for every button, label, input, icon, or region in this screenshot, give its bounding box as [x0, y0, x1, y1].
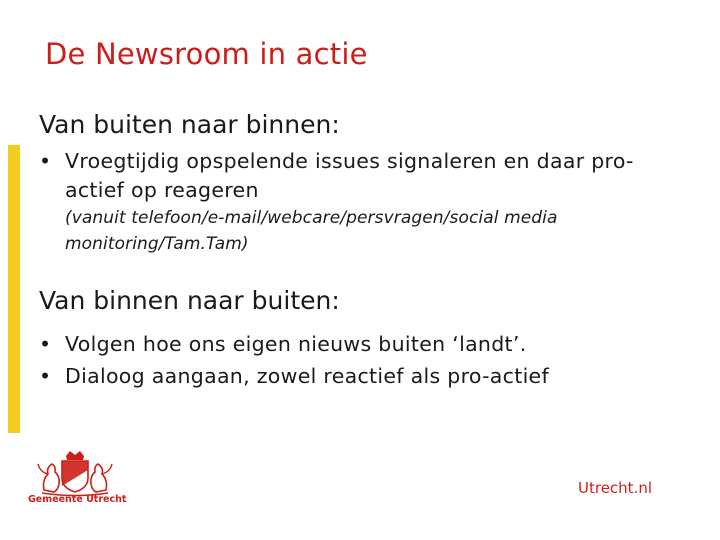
section-heading-outside-in: Van buiten naar binnen: [39, 110, 340, 139]
bullet-text: Dialoog aangaan, zowel reactief als pro-actief [65, 364, 549, 388]
accent-bar [8, 145, 20, 433]
footer-url: Utrecht.nl [578, 479, 653, 497]
list-item [39, 330, 679, 359]
list-item [39, 147, 679, 205]
bullet-text: Vroegtijdig opspelende issues signaleren en daar pro-actief op reageren [65, 149, 634, 202]
section-heading-inside-out: Van binnen naar buiten: [39, 286, 340, 315]
bullet-marker: • [39, 149, 52, 173]
bullet-marker: • [39, 332, 52, 356]
bullet-marker: • [39, 364, 52, 388]
list-item [39, 362, 679, 391]
source-note: (vanuit telefoon/e-mail/webcare/persvragen/social media monitoring/Tam.Tam) [65, 208, 558, 254]
slide-title: De Newsroom in actie [45, 37, 368, 71]
bullet-text: Volgen hoe ons eigen nieuws buiten ‘landt’. [65, 332, 527, 356]
logo-caption: Gemeente Utrecht [28, 494, 127, 505]
